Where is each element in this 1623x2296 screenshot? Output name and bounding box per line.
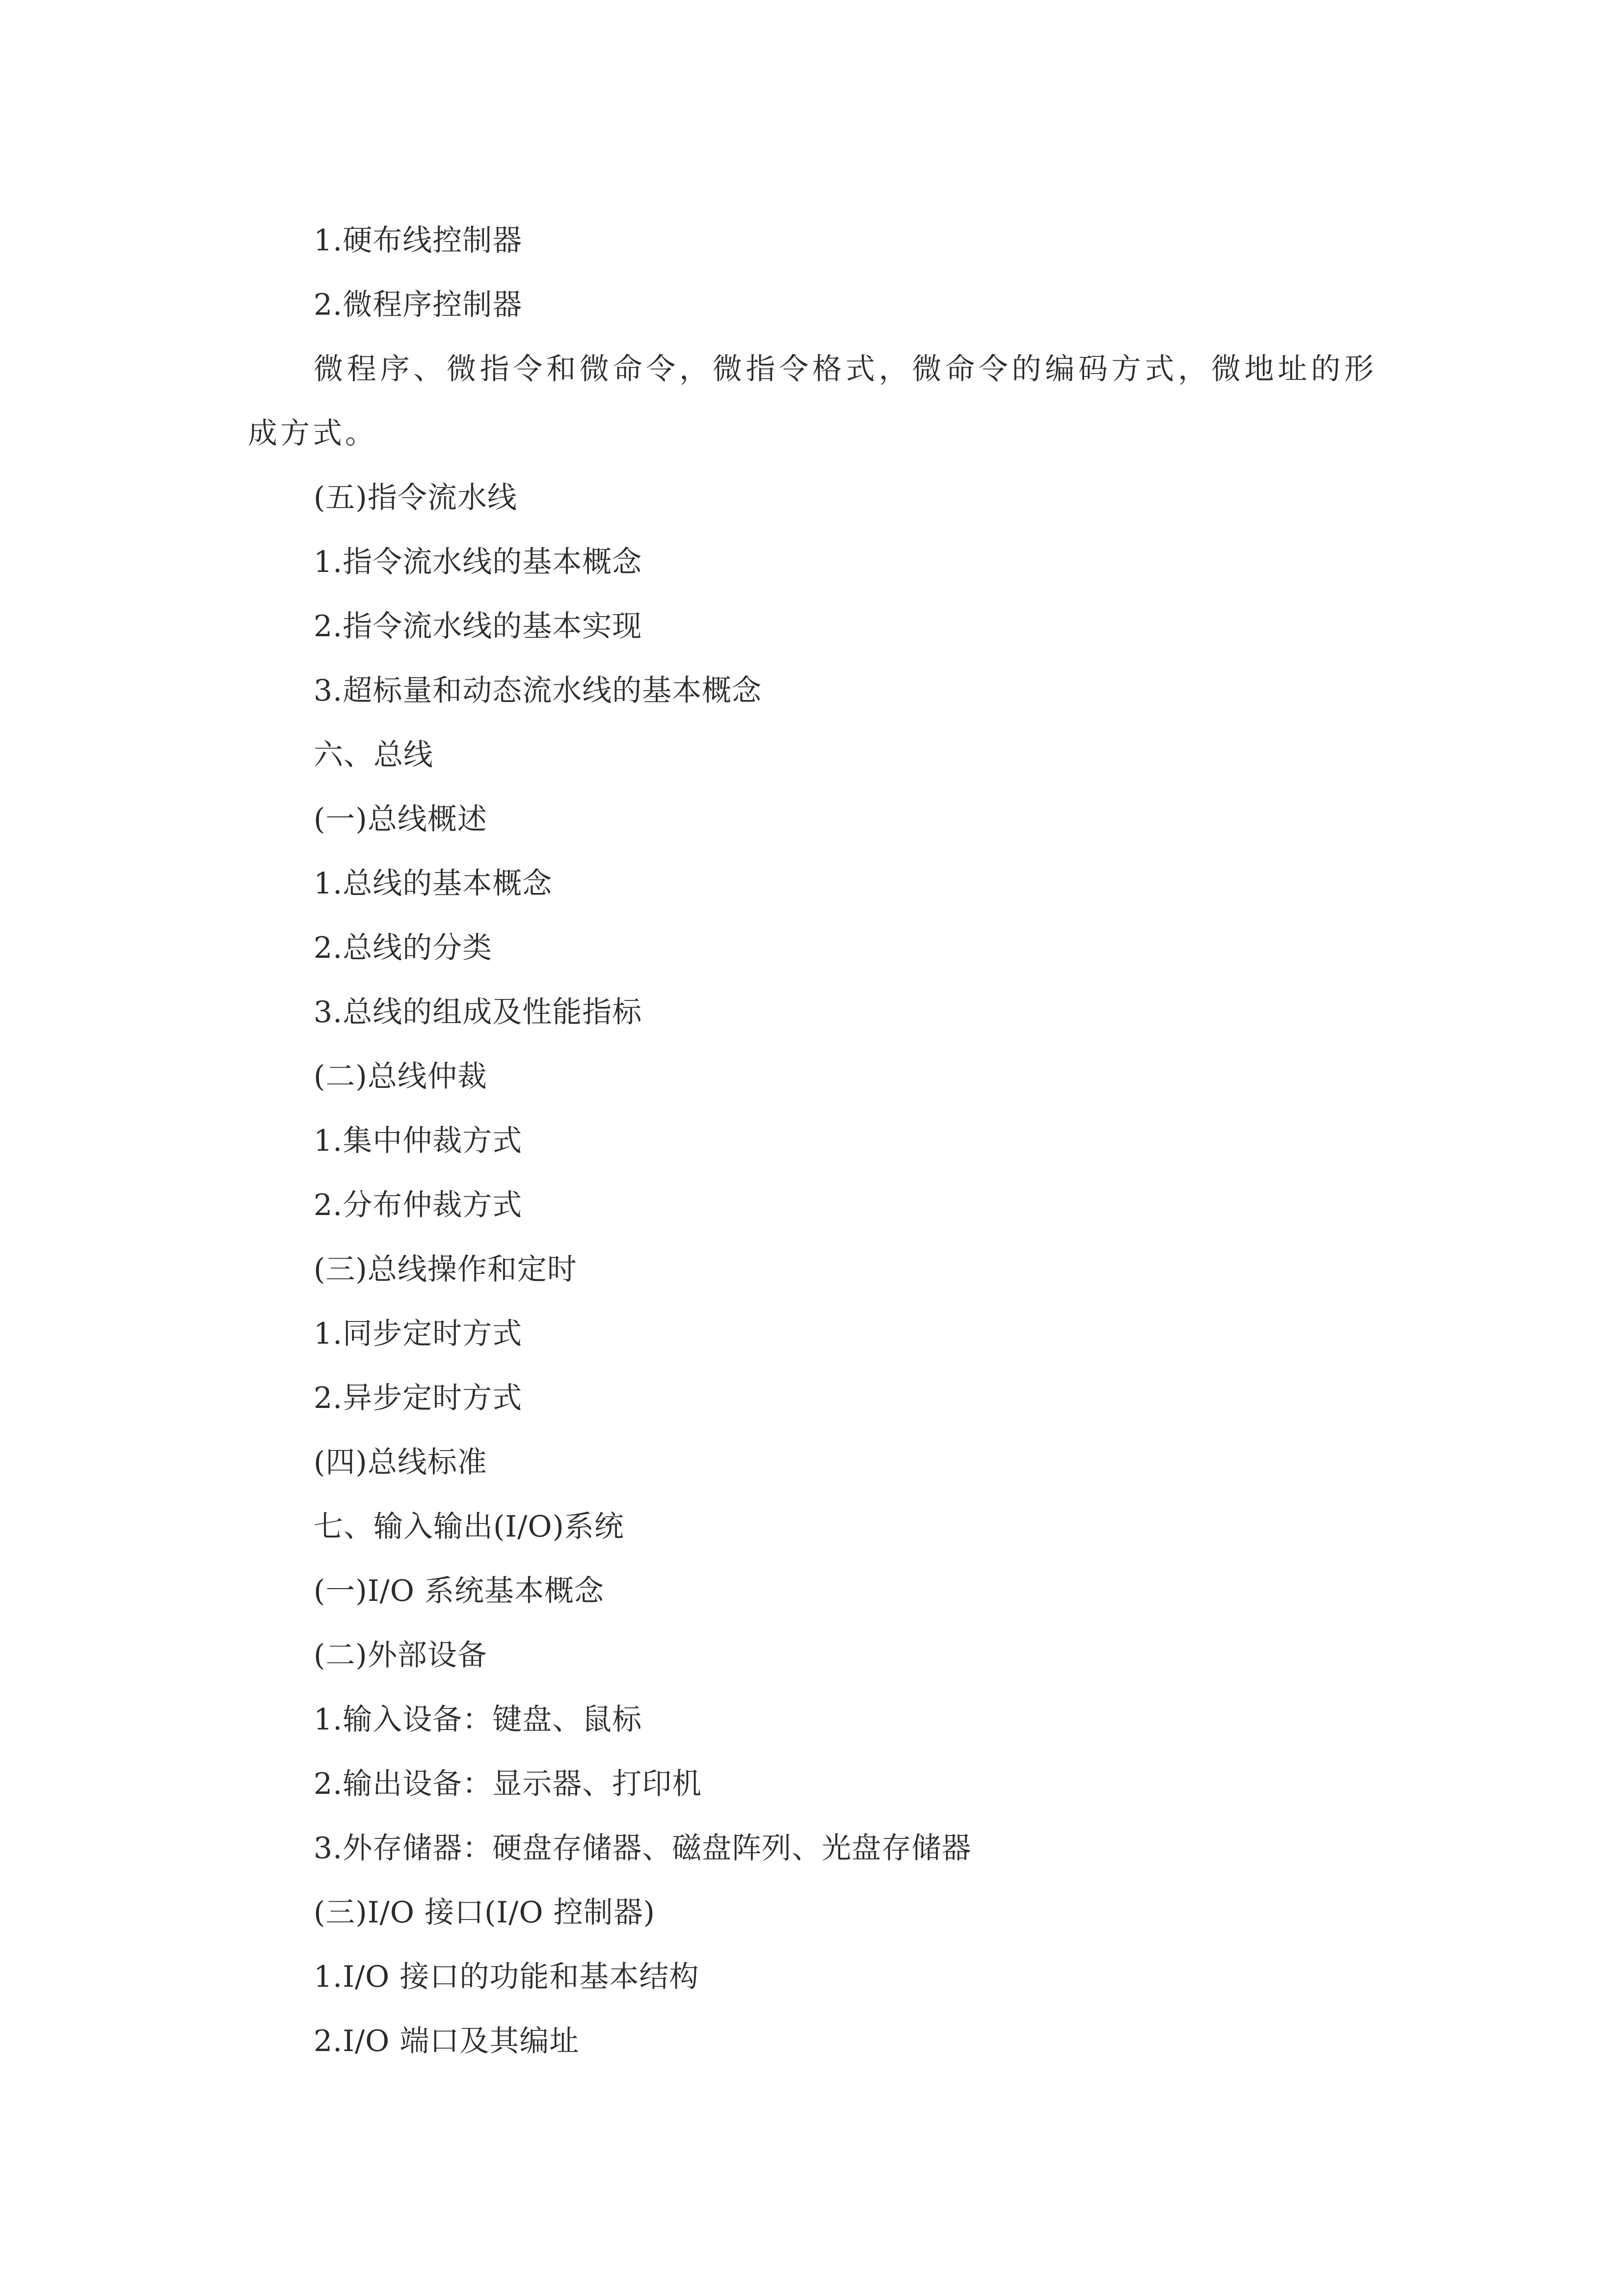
text-line: 3.总线的组成及性能指标: [314, 995, 642, 1029]
text-line: 3.外存储器：硬盘存储器、磁盘阵列、光盘存储器: [314, 1831, 972, 1865]
text-line: 1.同步定时方式: [314, 1317, 523, 1351]
text-line: 1.总线的基本概念: [314, 866, 553, 901]
text-line: 2.微程序控制器: [314, 288, 523, 322]
text-line: 2.输出设备：显示器、打印机: [314, 1767, 702, 1801]
section-heading: (一)总线概述: [314, 802, 487, 837]
text-line: 3.超标量和动态流水线的基本概念: [314, 674, 762, 708]
text-line: 2.指令流水线的基本实现: [314, 609, 642, 644]
text-line: 2.总线的分类: [314, 931, 493, 965]
section-heading: (二)总线仲裁: [314, 1059, 487, 1094]
section-heading: (一)I/O 系统基本概念: [314, 1574, 604, 1608]
section-heading: (二)外部设备: [314, 1638, 487, 1673]
section-heading: (五)指令流水线: [314, 481, 517, 515]
text-line: 1.硬布线控制器: [314, 223, 523, 258]
section-heading: (四)总线标准: [314, 1445, 487, 1480]
section-heading: (三)I/O 接口(I/O 控制器): [314, 1895, 655, 1930]
section-heading: (三)总线操作和定时: [314, 1252, 577, 1287]
text-line: 1.I/O 接口的功能和基本结构: [314, 1960, 699, 1994]
text-line: 2.异步定时方式: [314, 1381, 523, 1415]
text-line: 2.I/O 端口及其编址: [314, 2024, 580, 2058]
text-line: 1.集中仲裁方式: [314, 1124, 523, 1158]
text-line: 1.指令流水线的基本概念: [314, 545, 642, 579]
chapter-heading: 七、输入输出(I/O)系统: [314, 1510, 624, 1544]
document-body: [248, 209, 1377, 2074]
text-line: 2.分布仲裁方式: [314, 1188, 523, 1222]
text-line: 1.输入设备：键盘、鼠标: [314, 1702, 642, 1737]
chapter-heading: 六、总线: [314, 738, 433, 772]
text-paragraph: 微程序、微指令和微命令，微指令格式，微命令的编码方式，微地址的形成方式。: [248, 352, 1377, 451]
